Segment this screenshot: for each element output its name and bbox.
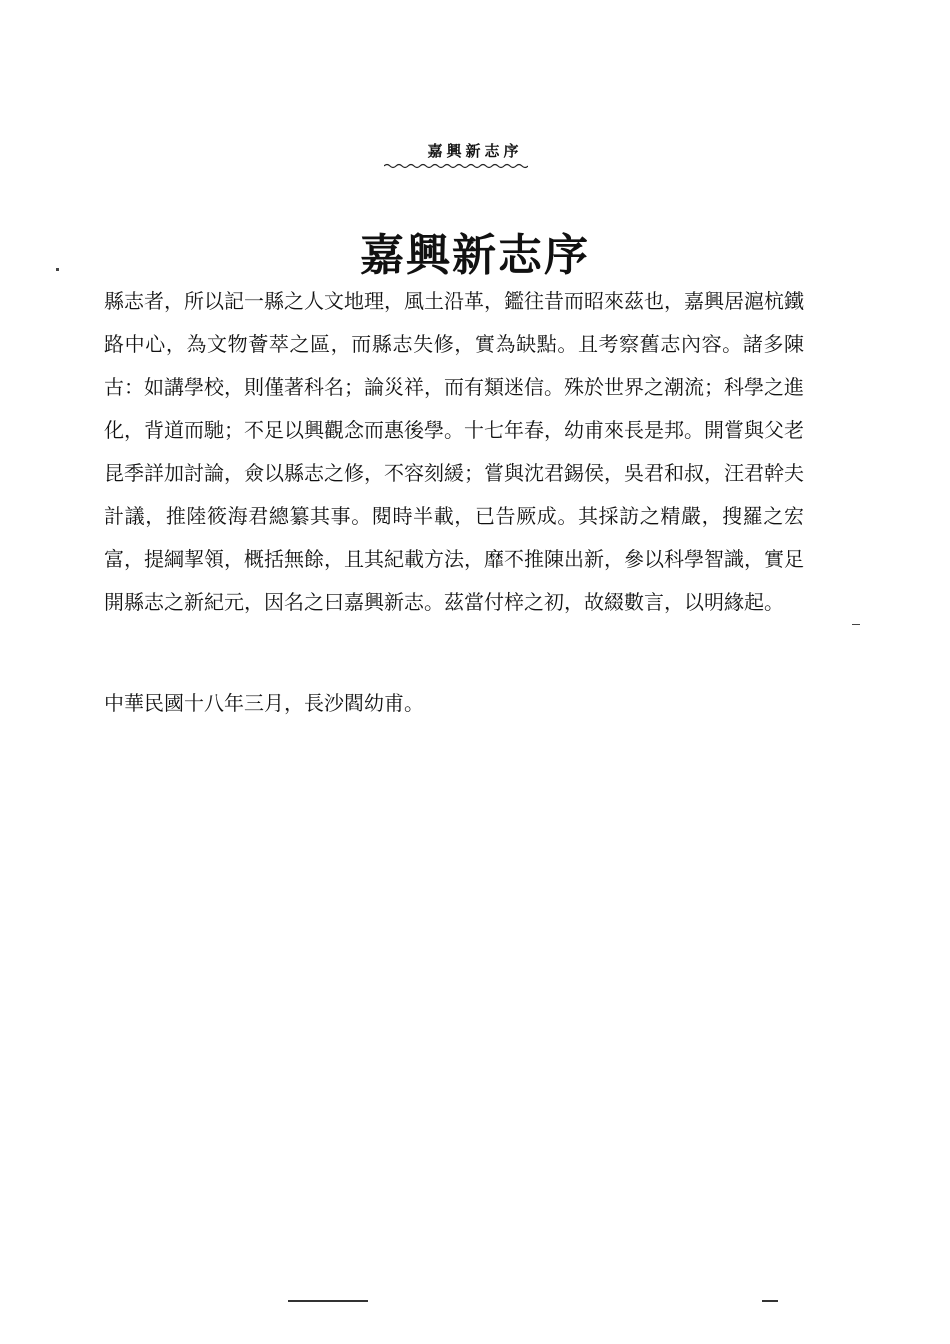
preface-paragraph: 縣志者，所以記一縣之人文地理，風土沿革，鑑往昔而昭來茲也，嘉興居滬杭鐵路中心，為文物薈萃之區，而縣志失修，實為缺點。且考察舊志內容。諸多陳古：如講學校，則僅著科名；論災祥，而有類迷信。殊於世界之潮流；科學之進化，背道而馳；不足以興觀念而惠後學。十七年春，幼甫來長是邦。開嘗與父老昆季詳加討論，僉以縣志之修，不容刻緩；嘗與沈君錫侯，吳君和叔，汪君幹夫計議，推陸筱海君總纂其事。閱時半載，已告厥成。其採訪之精嚴，搜羅之宏富，提綱挈領，概括無餘，且其紀載方法，靡不推陳出新，參以科學智識，實足開縣志之新紀元，因名之曰嘉興新志。茲當付梓之初，故綴數言，以明緣起。 [104,289,804,614]
page-title: 嘉興新志序 [360,230,590,282]
footer-rule [288,1300,368,1302]
scan-speck [852,624,860,625]
scan-speck [56,268,59,271]
running-head: 嘉興新志序 [427,142,523,160]
preface-body [104,280,804,624]
running-head-wavy-underline [384,163,528,169]
footer-rule [762,1300,778,1302]
preface-signature: 中華民國十八年三月，長沙閻幼甫。 [104,691,424,715]
